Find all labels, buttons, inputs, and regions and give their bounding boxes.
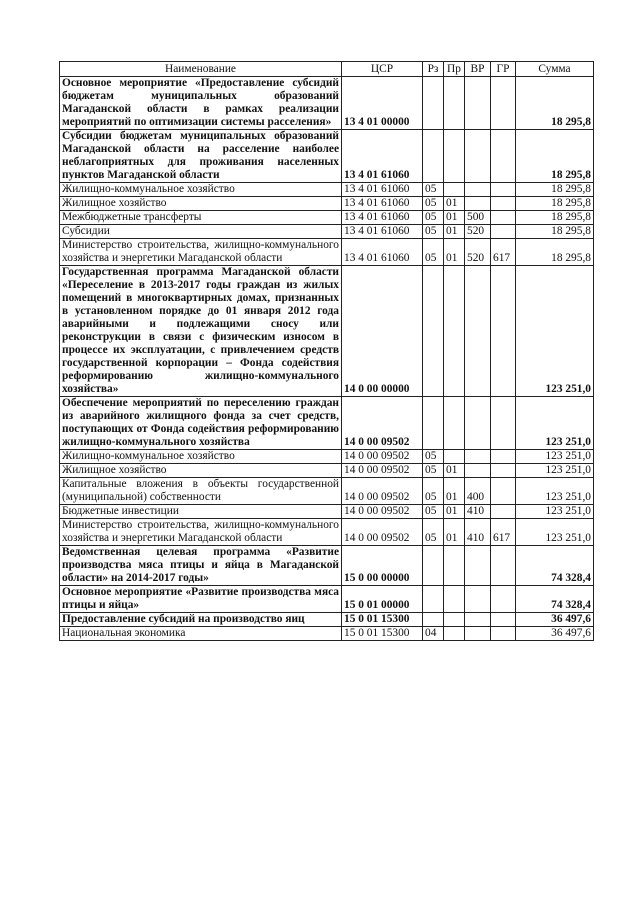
- row-pr: 01: [444, 505, 465, 519]
- row-vr: 410: [465, 519, 491, 546]
- row-rz: 05: [423, 450, 444, 464]
- table-row: [60, 546, 594, 586]
- row-rz: 05: [423, 225, 444, 239]
- row-pr: [444, 77, 465, 130]
- row-gr: [491, 266, 516, 397]
- row-csr: 14 0 00 09502: [342, 464, 423, 478]
- row-pr: 01: [444, 239, 465, 266]
- row-vr: [465, 183, 491, 197]
- row-pr: [444, 450, 465, 464]
- row-gr: [491, 478, 516, 505]
- row-vr: [465, 77, 491, 130]
- row-sum: 123 251,0: [516, 464, 594, 478]
- row-vr: [465, 546, 491, 586]
- row-gr: 617: [491, 239, 516, 266]
- table-row: [60, 397, 594, 450]
- row-rz: 05: [423, 239, 444, 266]
- row-sum: 18 295,8: [516, 225, 594, 239]
- row-name: Субсидии: [60, 225, 342, 239]
- table-row: [60, 183, 594, 197]
- row-csr: 14 0 00 09502: [342, 397, 423, 450]
- row-vr: [465, 627, 491, 641]
- row-name: Жилищное хозяйство: [60, 464, 342, 478]
- row-rz: [423, 397, 444, 450]
- table-row: [60, 211, 594, 225]
- table-row: [60, 613, 594, 627]
- row-csr: 15 0 01 00000: [342, 586, 423, 613]
- row-rz: [423, 266, 444, 397]
- row-pr: [444, 397, 465, 450]
- row-vr: [465, 266, 491, 397]
- row-csr: 13 4 01 61060: [342, 197, 423, 211]
- row-sum: 18 295,8: [516, 183, 594, 197]
- table-row: [60, 450, 594, 464]
- row-name: Жилищно-коммунальное хозяйство: [60, 183, 342, 197]
- row-gr: [491, 586, 516, 613]
- row-name: Капитальные вложения в объекты государственной (муниципальной) собственности: [60, 478, 342, 505]
- row-rz: [423, 613, 444, 627]
- table-row: [60, 586, 594, 613]
- row-rz: [423, 130, 444, 183]
- row-pr: [444, 130, 465, 183]
- row-sum: 123 251,0: [516, 505, 594, 519]
- header-row: [60, 62, 594, 77]
- row-gr: [491, 225, 516, 239]
- row-csr: 14 0 00 00000: [342, 266, 423, 397]
- row-sum: 18 295,8: [516, 130, 594, 183]
- row-csr: 13 4 01 61060: [342, 183, 423, 197]
- row-vr: [465, 197, 491, 211]
- header-gr: ГР: [491, 62, 516, 77]
- table-row: [60, 464, 594, 478]
- row-rz: 05: [423, 197, 444, 211]
- row-gr: [491, 505, 516, 519]
- row-vr: [465, 130, 491, 183]
- row-sum: 74 328,4: [516, 546, 594, 586]
- row-gr: [491, 77, 516, 130]
- row-csr: 13 4 01 00000: [342, 77, 423, 130]
- row-pr: 01: [444, 211, 465, 225]
- row-csr: 13 4 01 61060: [342, 211, 423, 225]
- budget-table: [59, 61, 594, 641]
- row-rz: 05: [423, 183, 444, 197]
- row-vr: [465, 586, 491, 613]
- row-gr: [491, 183, 516, 197]
- row-vr: [465, 464, 491, 478]
- row-gr: [491, 130, 516, 183]
- row-pr: [444, 266, 465, 397]
- row-gr: [491, 546, 516, 586]
- row-gr: [491, 197, 516, 211]
- row-gr: [491, 450, 516, 464]
- row-name: Ведомственная целевая программа «Развитие производства мяса птицы и яйца в Магаданской области» на 2014-2017 годы»: [60, 546, 342, 586]
- row-rz: 04: [423, 627, 444, 641]
- row-csr: 13 4 01 61060: [342, 130, 423, 183]
- table-row: [60, 77, 594, 130]
- row-vr: 500: [465, 211, 491, 225]
- row-gr: [491, 397, 516, 450]
- table-row: [60, 627, 594, 641]
- row-vr: 400: [465, 478, 491, 505]
- row-pr: 01: [444, 464, 465, 478]
- row-rz: 05: [423, 211, 444, 225]
- row-csr: 14 0 00 09502: [342, 450, 423, 464]
- row-rz: [423, 546, 444, 586]
- table-row: [60, 239, 594, 266]
- row-csr: 14 0 00 09502: [342, 519, 423, 546]
- row-name: Межбюджетные трансферты: [60, 211, 342, 225]
- row-rz: 05: [423, 478, 444, 505]
- row-sum: 123 251,0: [516, 450, 594, 464]
- row-gr: [491, 627, 516, 641]
- row-pr: [444, 546, 465, 586]
- row-sum: 18 295,8: [516, 239, 594, 266]
- row-pr: 01: [444, 197, 465, 211]
- header-csr: ЦСР: [342, 62, 423, 77]
- row-name: Субсидии бюджетам муниципальных образований Магаданской области на расселение наиболее неблагоприятных для проживания населенных пунктов Магаданской области: [60, 130, 342, 183]
- row-pr: [444, 613, 465, 627]
- row-rz: 05: [423, 505, 444, 519]
- row-vr: [465, 397, 491, 450]
- row-name: Жилищно-коммунальное хозяйство: [60, 450, 342, 464]
- row-rz: [423, 77, 444, 130]
- row-csr: 15 0 01 15300: [342, 627, 423, 641]
- row-vr: 520: [465, 225, 491, 239]
- table-row: [60, 478, 594, 505]
- row-name: Бюджетные инвестиции: [60, 505, 342, 519]
- row-pr: [444, 586, 465, 613]
- row-csr: 15 0 01 15300: [342, 613, 423, 627]
- row-pr: 01: [444, 225, 465, 239]
- header-pr: Пр: [444, 62, 465, 77]
- row-csr: 14 0 00 09502: [342, 478, 423, 505]
- table-row: [60, 266, 594, 397]
- row-pr: 01: [444, 478, 465, 505]
- row-pr: [444, 627, 465, 641]
- row-gr: [491, 464, 516, 478]
- row-rz: 05: [423, 464, 444, 478]
- table-row: [60, 197, 594, 211]
- row-sum: 123 251,0: [516, 266, 594, 397]
- row-gr: [491, 613, 516, 627]
- table-row: [60, 519, 594, 546]
- row-name: Министерство строительства, жилищно-коммунального хозяйства и энергетики Магаданской области: [60, 519, 342, 546]
- row-vr: 520: [465, 239, 491, 266]
- row-sum: 123 251,0: [516, 478, 594, 505]
- row-rz: [423, 586, 444, 613]
- row-name: Государственная программа Магаданской области «Переселение в 2013-2017 годы граждан из жилых помещений в многоквартирных домах, признанных в установленном порядке до 01 января 2012 года аварийными и подлежащими сносу или реконструкции в связи с физическим износом в процессе их эксплуатации, с привлечением средств государственной корпорации – Фонда содействия реформированию жилищно-коммунального хозяйства»: [60, 266, 342, 397]
- table-row: [60, 505, 594, 519]
- row-sum: 18 295,8: [516, 211, 594, 225]
- row-name: Национальная экономика: [60, 627, 342, 641]
- header-rz: Рз: [423, 62, 444, 77]
- row-csr: 13 4 01 61060: [342, 225, 423, 239]
- row-gr: 617: [491, 519, 516, 546]
- row-name: Основное мероприятие «Предоставление субсидий бюджетам муниципальных образований Магаданской области в рамках реализации мероприятий по оптимизации системы расселения»: [60, 77, 342, 130]
- row-sum: 123 251,0: [516, 519, 594, 546]
- row-sum: 36 497,6: [516, 613, 594, 627]
- row-name: Министерство строительства, жилищно-коммунального хозяйства и энергетики Магаданской области: [60, 239, 342, 266]
- row-vr: 410: [465, 505, 491, 519]
- row-vr: [465, 450, 491, 464]
- row-sum: 74 328,4: [516, 586, 594, 613]
- row-rz: 05: [423, 519, 444, 546]
- row-vr: [465, 613, 491, 627]
- header-vr: ВР: [465, 62, 491, 77]
- row-csr: 13 4 01 61060: [342, 239, 423, 266]
- row-pr: [444, 183, 465, 197]
- row-sum: 18 295,8: [516, 77, 594, 130]
- row-csr: 15 0 00 00000: [342, 546, 423, 586]
- row-name: Основное мероприятие «Развитие производства мяса птицы и яйца»: [60, 586, 342, 613]
- row-name: Обеспечение мероприятий по переселению граждан из аварийного жилищного фонда за счет средств, поступающих от Фонда содействия реформированию жилищно-коммунального хозяйства: [60, 397, 342, 450]
- row-sum: 18 295,8: [516, 197, 594, 211]
- header-name: Наименование: [60, 62, 342, 77]
- table-row: [60, 130, 594, 183]
- row-sum: 123 251,0: [516, 397, 594, 450]
- row-gr: [491, 211, 516, 225]
- row-pr: 01: [444, 519, 465, 546]
- row-csr: 14 0 00 09502: [342, 505, 423, 519]
- row-name: Предоставление субсидий на производство яиц: [60, 613, 342, 627]
- table-row: [60, 225, 594, 239]
- row-name: Жилищное хозяйство: [60, 197, 342, 211]
- row-sum: 36 497,6: [516, 627, 594, 641]
- header-sum: Сумма: [516, 62, 594, 77]
